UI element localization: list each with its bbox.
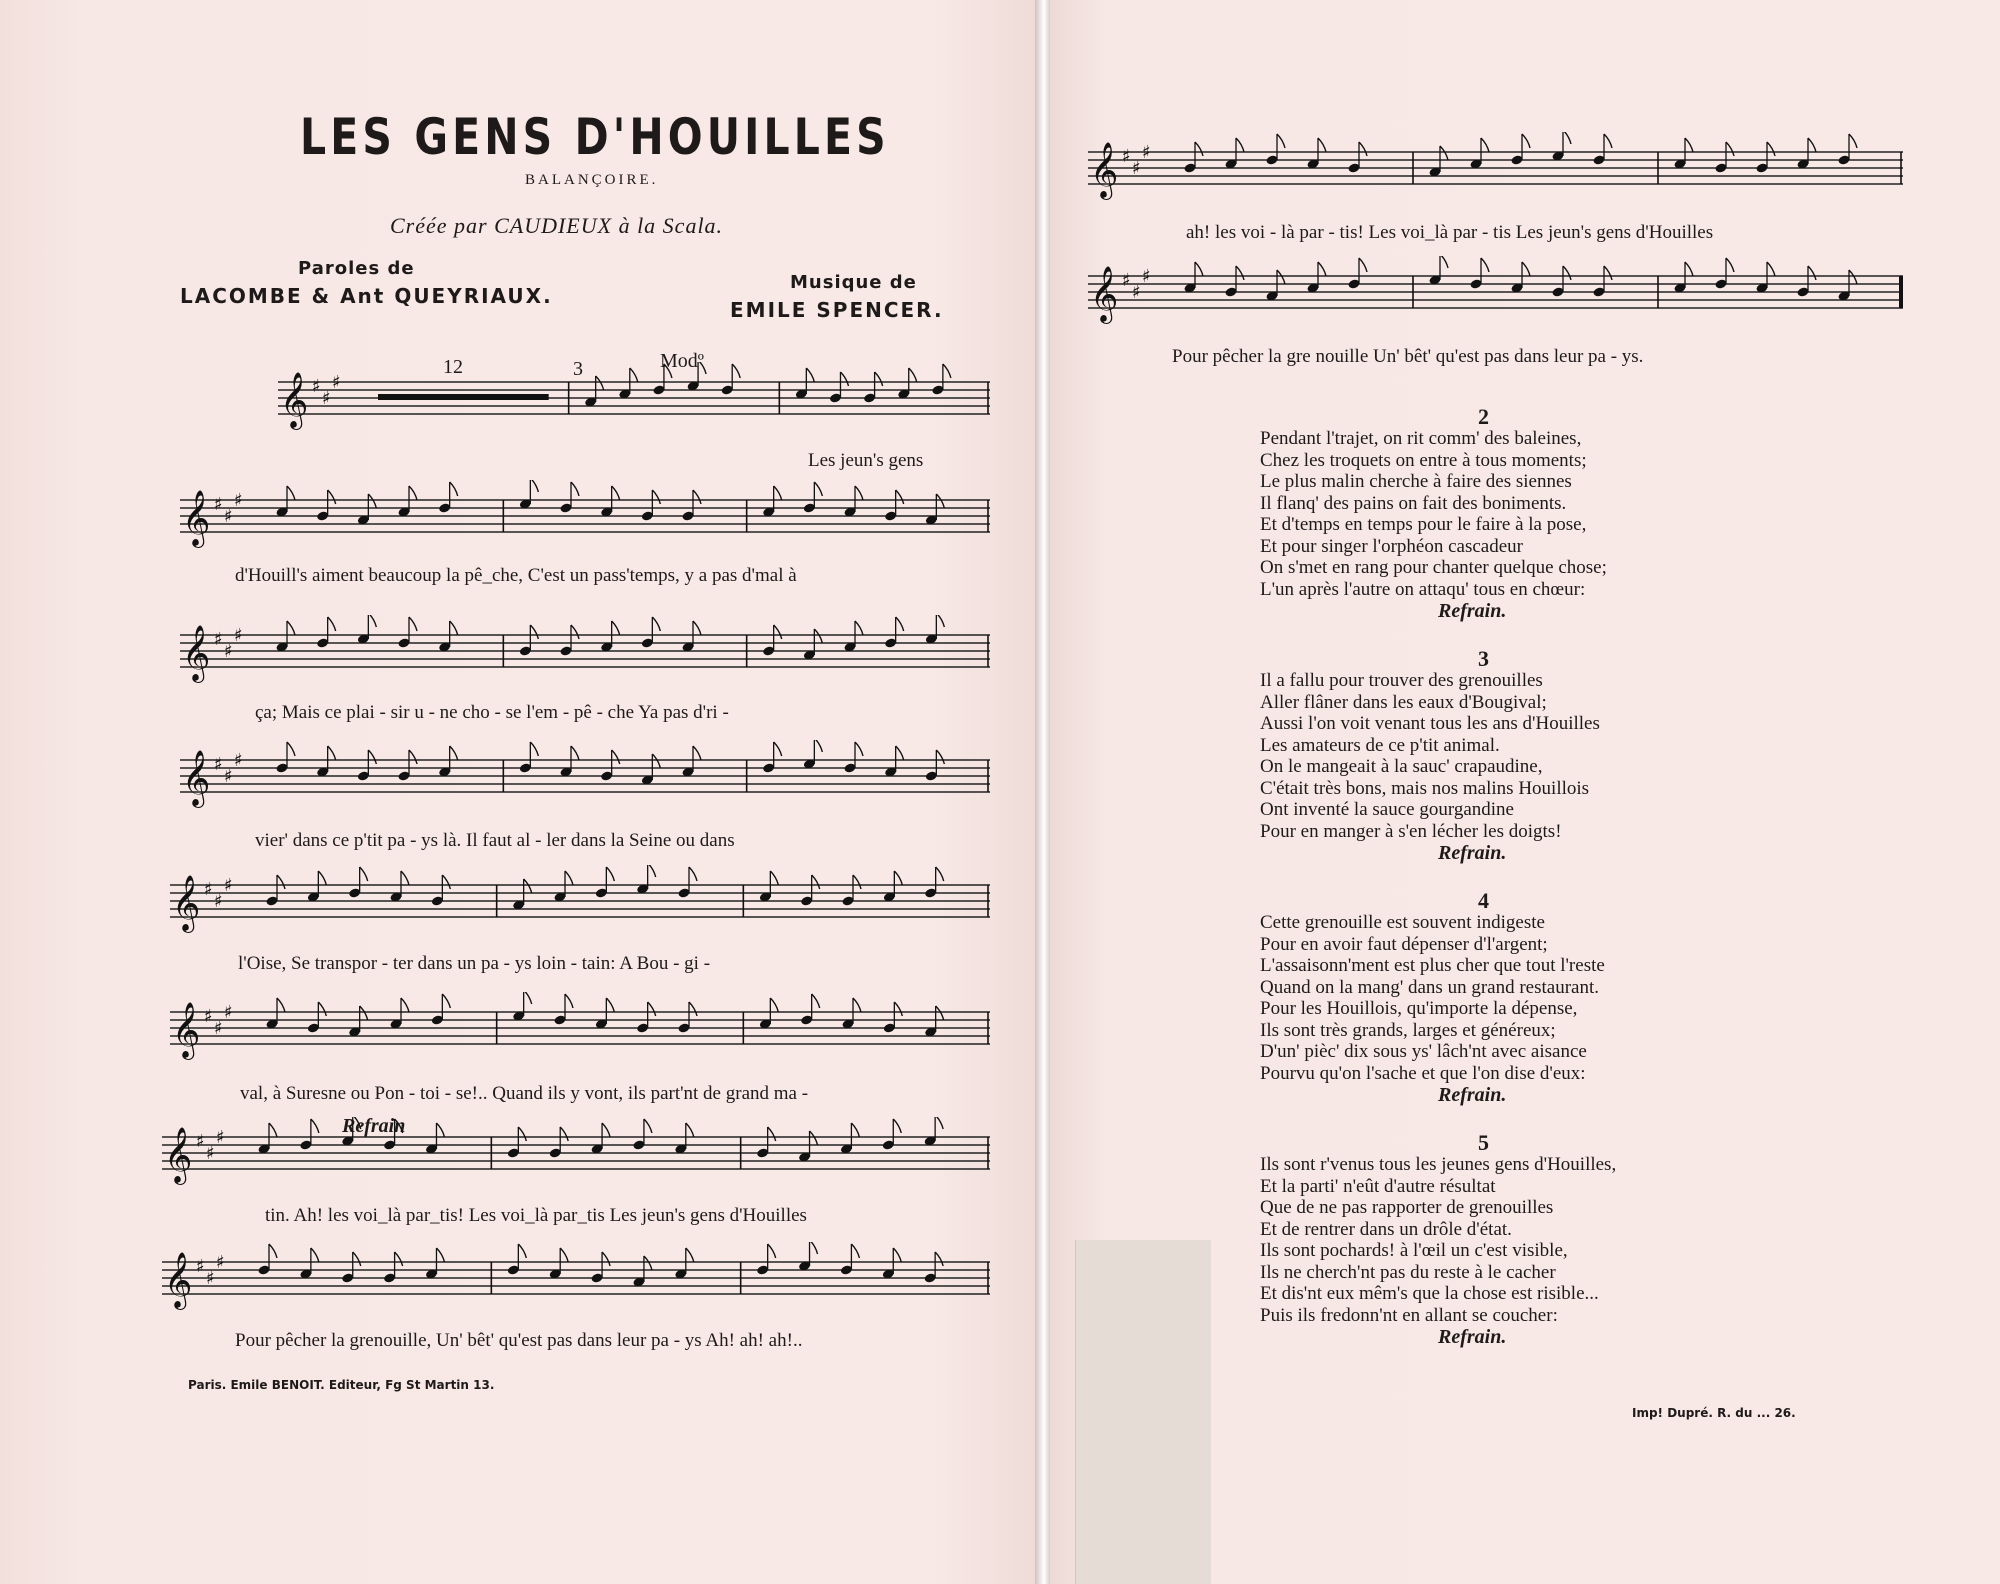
- music-staff: [278, 362, 990, 442]
- verse-line: Ils ne cherch'nt pas du reste à le cacher: [1260, 1261, 1556, 1283]
- music-staff: [170, 992, 990, 1072]
- verse-line: Le plus malin cherche à faire des siennes: [1260, 471, 1572, 492]
- verse-refrain-label: Refrain.: [1438, 1326, 1507, 1348]
- music-staff: [162, 1242, 990, 1322]
- verse-line: Quand on la mang' dans un grand restaurant.: [1260, 976, 1599, 998]
- sharp-icon: ♯: [214, 1018, 223, 1039]
- verse-line: Ils sont pochards! à l'œil un c'est visible,: [1260, 1240, 1568, 1261]
- sharp-icon: ♯: [224, 641, 233, 662]
- sharp-icon: ♯: [196, 1131, 205, 1152]
- sharp-icon: ♯: [216, 1127, 225, 1148]
- verse-line: Et dis'nt eux mêm's que la chose est risible...: [1260, 1283, 1599, 1304]
- verse-number: 2: [1478, 404, 1489, 429]
- sharp-icon: ♯: [234, 490, 243, 511]
- music-staff: [180, 615, 990, 695]
- treble-clef-icon: 𝄞: [172, 1002, 201, 1058]
- verse-line: Chez les troquets on entre à tous moments;: [1260, 449, 1587, 471]
- sharp-icon: ♯: [1122, 146, 1131, 167]
- rest-count-12: 12: [443, 356, 463, 378]
- lyric-line-8: Pour pêcher la grenouille, Un' bêt' qu'est pas dans leur pa - ys Ah! ah! ah!..: [235, 1330, 803, 1351]
- composer-label: Musique de: [790, 272, 917, 293]
- verse-line: Et pour singer l'orphéon cascadeur: [1260, 535, 1523, 557]
- refrain-marker: Refrain: [342, 1115, 406, 1137]
- treble-clef-icon: 𝄞: [182, 750, 211, 806]
- verse-line: L'assaisonn'ment est plus cher que tout l'reste: [1260, 955, 1605, 976]
- lyric-line-5: l'Oise, Se transpor - ter dans un pa - ys loin - tain: A Bou - gi -: [238, 953, 711, 974]
- song-subtitle: BALANÇOIRE.: [525, 172, 659, 188]
- composer-name: EMILE SPENCER.: [730, 298, 944, 322]
- sharp-icon: ♯: [1122, 270, 1131, 291]
- lyric-right-line-1: ah! les voi - là par - tis! Les voi_là par - tis Les jeun's gens d'Houilles: [1186, 222, 1714, 243]
- verse-line: Que de ne pas rapporter de grenouilles: [1260, 1197, 1554, 1218]
- lyric-line-2: d'Houill's aiment beaucoup la pê_che, C'est un pass'temps, y a pas d'mal à: [235, 565, 797, 586]
- lyric-right-line-2: Pour pêcher la gre nouille Un' bêt' qu'est pas dans leur pa - ys.: [1172, 346, 1644, 367]
- printer-line: Imp! Dupré. R. du ... 26.: [1632, 1406, 1796, 1420]
- verse-refrain-label: Refrain.: [1438, 1084, 1507, 1106]
- sharp-icon: ♯: [214, 494, 223, 515]
- verse-number: 3: [1478, 646, 1489, 671]
- verse-refrain-label: Refrain.: [1438, 842, 1507, 864]
- verse-line: Aussi l'on voit venant tous les ans d'Houilles: [1260, 713, 1600, 734]
- verse-line: Pourvu qu'on l'sache et que l'on dise d'eux:: [1260, 1062, 1586, 1084]
- treble-clef-icon: 𝄞: [172, 875, 201, 931]
- verse-line: D'un' pièc' dix sous ys' lâch'nt avec aisance: [1260, 1041, 1587, 1062]
- verse-line: Il flanq' des pains on fait des boniments.: [1260, 492, 1567, 514]
- lyricist-label: Paroles de: [298, 258, 415, 279]
- verse-line: Pour en avoir faut dépenser d'l'argent;: [1260, 933, 1548, 955]
- lyric-line-3: ça; Mais ce plai - sir u - ne cho - se l'em - pê - che Ya pas d'ri -: [255, 702, 729, 723]
- verse-line: On s'met en rang pour chanter quelque chose;: [1260, 557, 1607, 578]
- sharp-icon: ♯: [206, 1268, 215, 1289]
- sharp-icon: ♯: [214, 891, 223, 912]
- treble-clef-icon: 𝄞: [280, 372, 309, 428]
- verse-line: L'un après l'autre on attaqu' tous en chœur:: [1260, 578, 1586, 600]
- sharp-icon: ♯: [204, 1006, 213, 1027]
- sharp-icon: ♯: [206, 1143, 215, 1164]
- verse-line: Ils sont r'venus tous les jeunes gens d'Houilles,: [1260, 1154, 1617, 1175]
- song-title: LES GENS D'HOUILLES: [300, 108, 890, 166]
- sharp-icon: ♯: [196, 1256, 205, 1277]
- verse-number: 5: [1478, 1130, 1489, 1155]
- verse-refrain-label: Refrain.: [1438, 600, 1507, 622]
- verse-line: Cette grenouille est souvent indigeste: [1260, 912, 1545, 933]
- treble-clef-icon: 𝄞: [182, 490, 211, 546]
- treble-clef-icon: 𝄞: [164, 1127, 193, 1183]
- verse-number: 4: [1478, 888, 1489, 913]
- verse-line: C'était très bons, mais nos malins Houillois: [1260, 777, 1590, 799]
- publisher-line: Paris. Emile BENOIT. Editeur, Fg St Martin 13.: [188, 1378, 495, 1392]
- verse-line: Pendant l'trajet, on rit comm' des baleines,: [1260, 428, 1582, 449]
- sharp-icon: ♯: [332, 372, 341, 393]
- verse-line: Il a fallu pour trouver des grenouilles: [1260, 670, 1543, 691]
- sharp-icon: ♯: [1142, 266, 1151, 287]
- verse-line: Et d'temps en temps pour le faire à la pose,: [1260, 514, 1587, 535]
- sharp-icon: ♯: [224, 506, 233, 527]
- music-staff: [180, 480, 990, 560]
- lyric-line-1: Les jeun's gens: [808, 450, 924, 471]
- created-by-line: Créée par CAUDIEUX à la Scala.: [390, 213, 724, 238]
- sharp-icon: ♯: [312, 376, 321, 397]
- verse-line: Et de rentrer dans un drôle d'état.: [1260, 1218, 1512, 1240]
- verse-line: Pour les Houillois, qu'importe la dépense,: [1260, 998, 1578, 1019]
- treble-clef-icon: 𝄞: [1090, 142, 1119, 198]
- sharp-icon: ♯: [214, 754, 223, 775]
- treble-clef-icon: 𝄞: [1090, 266, 1119, 322]
- verse-line: Et la parti' n'eût d'autre résultat: [1260, 1175, 1496, 1197]
- paper-tape-strip: [1075, 1240, 1211, 1584]
- music-staff: [1088, 256, 1903, 336]
- music-staff: [1088, 132, 1903, 212]
- treble-clef-icon: 𝄞: [182, 625, 211, 681]
- lyric-line-7: tin. Ah! les voi_là par_tis! Les voi_là par_tis Les jeun's gens d'Houilles: [265, 1205, 807, 1226]
- sharp-icon: ♯: [1132, 282, 1141, 303]
- sharp-icon: ♯: [214, 629, 223, 650]
- tempo-marking: Modº: [660, 350, 704, 372]
- sharp-icon: ♯: [204, 879, 213, 900]
- sharp-icon: ♯: [1142, 142, 1151, 163]
- sharp-icon: ♯: [224, 875, 233, 896]
- music-staff: [180, 740, 990, 820]
- music-staff: [162, 1117, 990, 1197]
- verse-line: Puis ils fredonn'nt en allant se coucher:: [1260, 1304, 1558, 1326]
- sharp-icon: ♯: [322, 388, 331, 409]
- sharp-icon: ♯: [224, 1002, 233, 1023]
- sharp-icon: ♯: [234, 625, 243, 646]
- lyric-line-4: vier' dans ce p'tit pa - ys là. Il faut al - ler dans la Seine ou dans: [255, 830, 735, 851]
- verse-line: Aller flâner dans les eaux d'Bougival;: [1260, 691, 1547, 713]
- page-gutter: [1035, 0, 1050, 1584]
- lyric-line-6: val, à Suresne ou Pon - toi - se!.. Quand ils y vont, ils part'nt de grand ma -: [240, 1083, 809, 1104]
- treble-clef-icon: 𝄞: [164, 1252, 193, 1308]
- verse-line: Les amateurs de ce p'tit animal.: [1260, 734, 1500, 756]
- sharp-icon: ♯: [234, 750, 243, 771]
- sharp-icon: ♯: [1132, 158, 1141, 179]
- music-staff: [170, 865, 990, 945]
- sharp-icon: ♯: [224, 766, 233, 787]
- verse-line: Ont inventé la sauce gourgandine: [1260, 799, 1514, 820]
- verse-line: Pour en manger à s'en lécher les doigts!: [1260, 820, 1562, 842]
- verse-line: On le mangeait à la sauc' crapaudine,: [1260, 756, 1543, 777]
- rest-count-3: 3: [573, 358, 583, 380]
- verse-line: Ils sont très grands, larges et généreux;: [1260, 1019, 1556, 1041]
- lyricist-names: LACOMBE & Ant QUEYRIAUX.: [180, 284, 553, 308]
- sharp-icon: ♯: [216, 1252, 225, 1273]
